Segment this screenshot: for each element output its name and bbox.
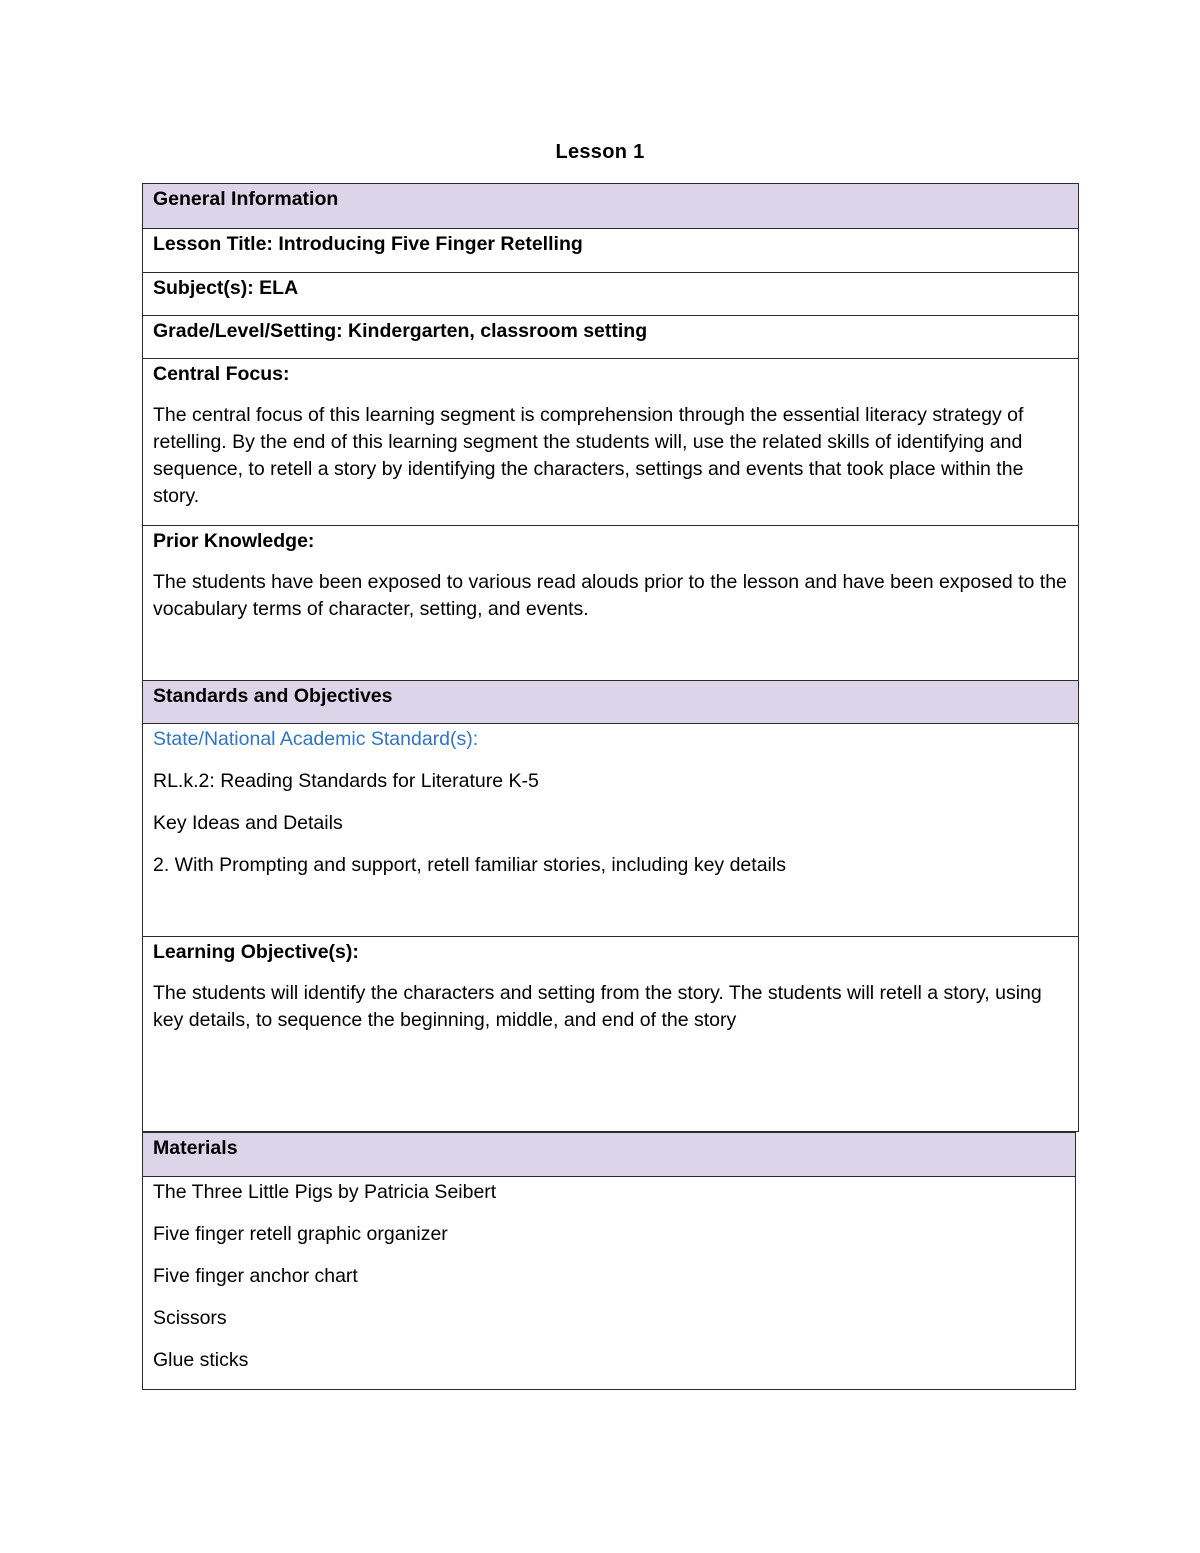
standard-heading: State/National Academic Standard(s): <box>153 728 479 750</box>
prior-knowledge-text: The students have been exposed to various read alouds prior to the lesson and have been exposed to the vocabulary terms of character, setting, and events. <box>153 571 1067 620</box>
grade-level-setting-row: Grade/Level/Setting: Kindergarten, classroom setting <box>143 315 1078 358</box>
page-title: Lesson 1 <box>555 141 645 163</box>
central-focus-text: The central focus of this learning segment is comprehension through the essential literacy strategy of retelling. By the end of this learning segment the students will, use the related skills of identifying and sequence, to retell a story by identifying the characters, settings and events that took place within the story. <box>153 404 1024 507</box>
standard-line: Key Ideas and Details <box>153 812 343 834</box>
materials-table <box>142 1132 1076 1390</box>
standards-cell <box>143 723 1078 936</box>
central-focus-label: Central Focus: <box>153 363 290 385</box>
material-item: Scissors <box>153 1307 227 1329</box>
material-item: The Three Little Pigs by Patricia Seibert <box>153 1181 497 1203</box>
prior-knowledge-label: Prior Knowledge: <box>153 530 315 552</box>
materials-list <box>143 1176 1075 1389</box>
standards-objectives-header: Standards and Objectives <box>143 680 1078 723</box>
learning-objectives-text: The students will identify the characters and setting from the story. The students will retell a story, using key details, to sequence the beginning, middle, and end of the story <box>153 982 1042 1031</box>
central-focus-cell <box>143 358 1078 525</box>
prior-knowledge-cell <box>143 525 1078 680</box>
materials-header: Materials <box>143 1133 1075 1176</box>
standard-line: 2. With Prompting and support, retell familiar stories, including key details <box>153 854 786 876</box>
learning-objectives-cell <box>143 936 1078 1131</box>
lesson-title-row: Lesson Title: Introducing Five Finger Retelling <box>143 228 1078 272</box>
general-information-header: General Information <box>143 184 1078 228</box>
subjects-row: Subject(s): ELA <box>143 272 1078 315</box>
lesson-info-table <box>142 183 1079 1132</box>
material-item: Five finger anchor chart <box>153 1265 358 1287</box>
standard-line: RL.k.2: Reading Standards for Literature K-5 <box>153 770 539 792</box>
material-item: Five finger retell graphic organizer <box>153 1223 448 1245</box>
material-item: Glue sticks <box>153 1349 249 1371</box>
learning-objectives-label: Learning Objective(s): <box>153 941 359 963</box>
